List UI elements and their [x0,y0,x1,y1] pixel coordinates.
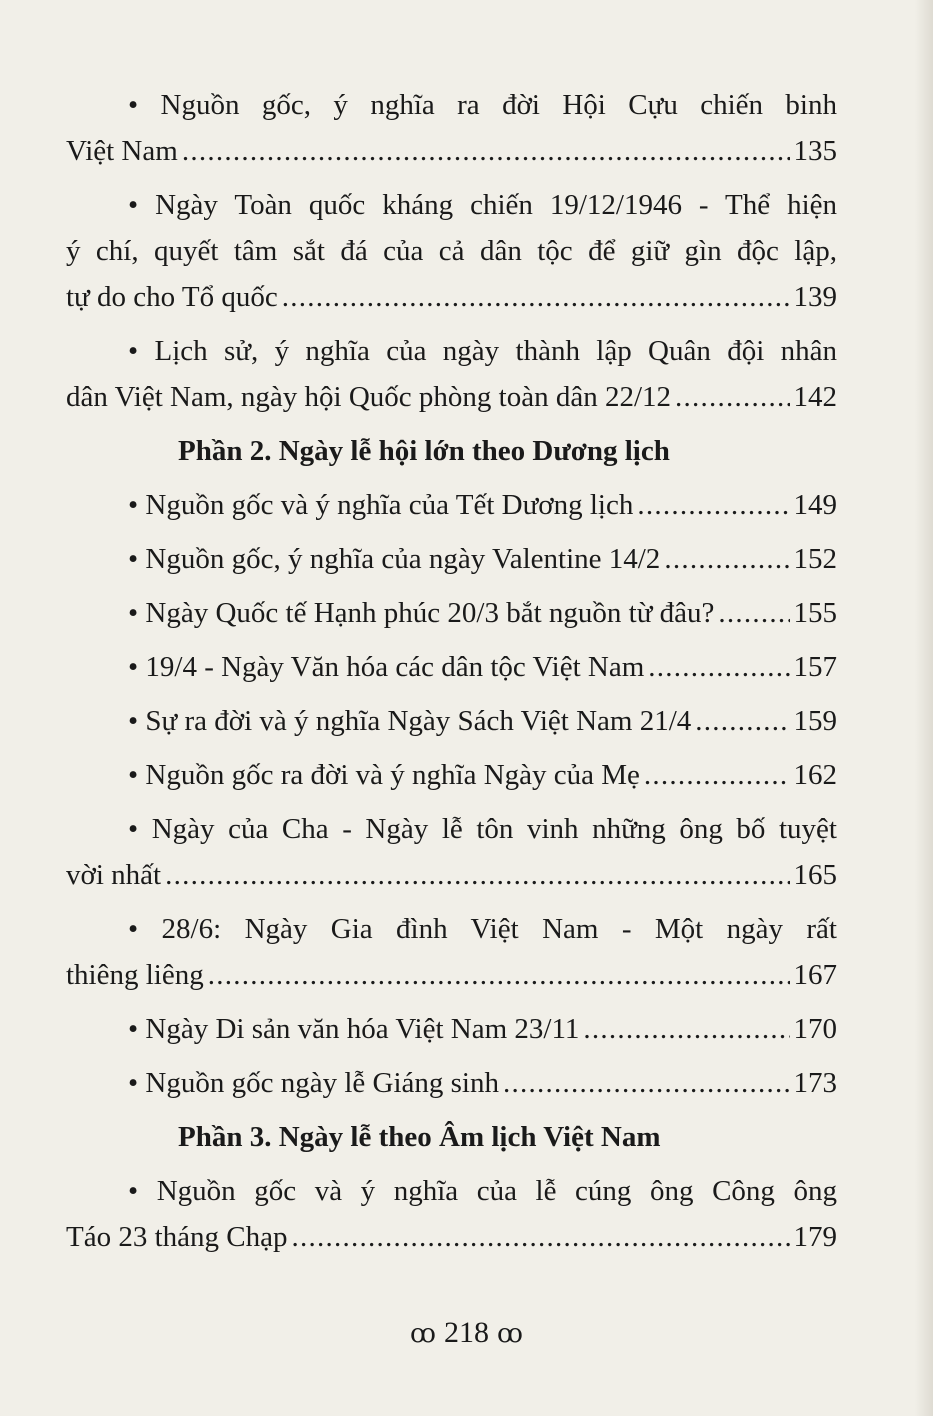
toc-page-number: 167 [793,959,837,991]
toc-entry [66,328,837,420]
toc-entry-title: • Nguồn gốc, ý nghĩa của ngày Valentine 14/2 [128,543,661,575]
toc-entry [66,806,837,898]
toc-entry [66,644,837,690]
toc-group-part1-end [66,82,837,420]
toc-entry-last-line [66,1060,837,1106]
toc-entry-last-line [66,952,837,998]
toc-entry-last-line [66,1214,837,1260]
toc-entry [66,1168,837,1260]
toc-entry-title: • Nguồn gốc ngày lễ Giáng sinh [128,1067,499,1099]
dot-leader [718,590,789,636]
toc-entry-last-line [66,374,837,420]
toc-page-number: 170 [793,1013,837,1045]
toc-entry-line: • Nguồn gốc, ý nghĩa ra đời Hội Cựu chiến binh [128,89,837,121]
toc-entry-title: • Nguồn gốc và ý nghĩa của Tết Dương lịch [128,489,634,521]
left-ornament: ꝏ [410,1319,436,1348]
section-heading-part3: Phần 3. Ngày lễ theo Âm lịch Việt Nam [178,1121,661,1153]
toc-entry [66,752,837,798]
table-of-contents [66,82,837,1268]
dot-leader [648,644,789,690]
dot-leader [664,536,789,582]
dot-leader [291,1214,789,1260]
toc-entry [66,536,837,582]
toc-entry-title: vời nhất [66,859,162,891]
toc-entry [66,906,837,998]
toc-page-number: 135 [793,135,837,167]
toc-entry-last-line [66,644,837,690]
toc-entry-title: Táo 23 tháng Chạp [66,1221,288,1253]
dot-leader [637,482,789,528]
toc-page-number: 139 [793,281,837,313]
toc-entry-title: • Ngày Di sản văn hóa Việt Nam 23/11 [128,1013,580,1045]
toc-page-number: 165 [793,859,837,891]
toc-page-number: 157 [793,651,837,683]
dot-leader [503,1060,790,1106]
toc-entry-line: • Lịch sử, ý nghĩa của ngày thành lập Quân đội nhân [128,335,837,367]
dot-leader [182,128,790,174]
toc-entry-last-line [66,1006,837,1052]
toc-page-number: 173 [793,1067,837,1099]
dot-leader [644,752,790,798]
toc-group-part3 [66,1168,837,1260]
dot-leader [208,952,790,998]
toc-page-number: 142 [793,381,837,413]
toc-entry-title: • Sự ra đời và ý nghĩa Ngày Sách Việt Nam 21/4 [128,705,692,737]
toc-entry-title: thiêng liêng [66,959,204,991]
page-number: 218 [444,1316,489,1349]
toc-entry-last-line [66,752,837,798]
toc-entry-line: • Ngày Toàn quốc kháng chiến 19/12/1946 - Thể hiện [128,189,837,221]
toc-entry-title: • Nguồn gốc ra đời và ý nghĩa Ngày của Mẹ [128,759,640,791]
toc-entry [66,698,837,744]
toc-entry-last-line [66,536,837,582]
toc-entry [66,82,837,174]
toc-group-part2 [66,482,837,1106]
toc-entry-title: • Ngày Quốc tế Hạnh phúc 20/3 bắt nguồn từ đâu? [128,597,715,629]
toc-entry-last-line [66,852,837,898]
toc-entry-line: • Nguồn gốc và ý nghĩa của lễ cúng ông Công ông [128,1175,837,1207]
toc-entry-last-line [66,590,837,636]
toc-entry-line: • 28/6: Ngày Gia đình Việt Nam - Một ngày rất [128,913,837,945]
dot-leader [695,698,789,744]
toc-entry-line: • Ngày của Cha - Ngày lễ tôn vinh những ông bố tuyệt [128,813,837,845]
toc-entry-title: Việt Nam [66,135,178,167]
toc-page-number: 179 [793,1221,837,1253]
toc-page-number: 162 [793,759,837,791]
toc-entry-title: tự do cho Tổ quốc [66,281,278,313]
toc-page-number: 149 [793,489,837,521]
dot-leader [282,274,790,320]
toc-page-number: 159 [793,705,837,737]
toc-entry-last-line [66,128,837,174]
toc-entry [66,182,837,320]
section-heading-part2: Phần 2. Ngày lễ hội lớn theo Dương lịch [178,435,670,467]
toc-entry [66,590,837,636]
dot-leader [583,1006,789,1052]
toc-page-number: 152 [793,543,837,575]
page-edge-shadow [915,0,933,1416]
toc-entry-last-line [66,482,837,528]
right-ornament: ꝏ [497,1319,523,1348]
toc-entry-last-line [66,698,837,744]
toc-entry [66,1006,837,1052]
dot-leader [165,852,789,898]
dot-leader [675,374,789,420]
toc-page-number: 155 [793,597,837,629]
toc-entry [66,482,837,528]
toc-entry-last-line [66,274,837,320]
page-footer [0,1316,933,1350]
toc-entry-line: ý chí, quyết tâm sắt đá của cả dân tộc để giữ gìn độc lập, [66,235,837,267]
toc-entry-title: • 19/4 - Ngày Văn hóa các dân tộc Việt Nam [128,651,645,683]
toc-entry-title: dân Việt Nam, ngày hội Quốc phòng toàn dân 22/12 [66,381,672,413]
toc-entry [66,1060,837,1106]
